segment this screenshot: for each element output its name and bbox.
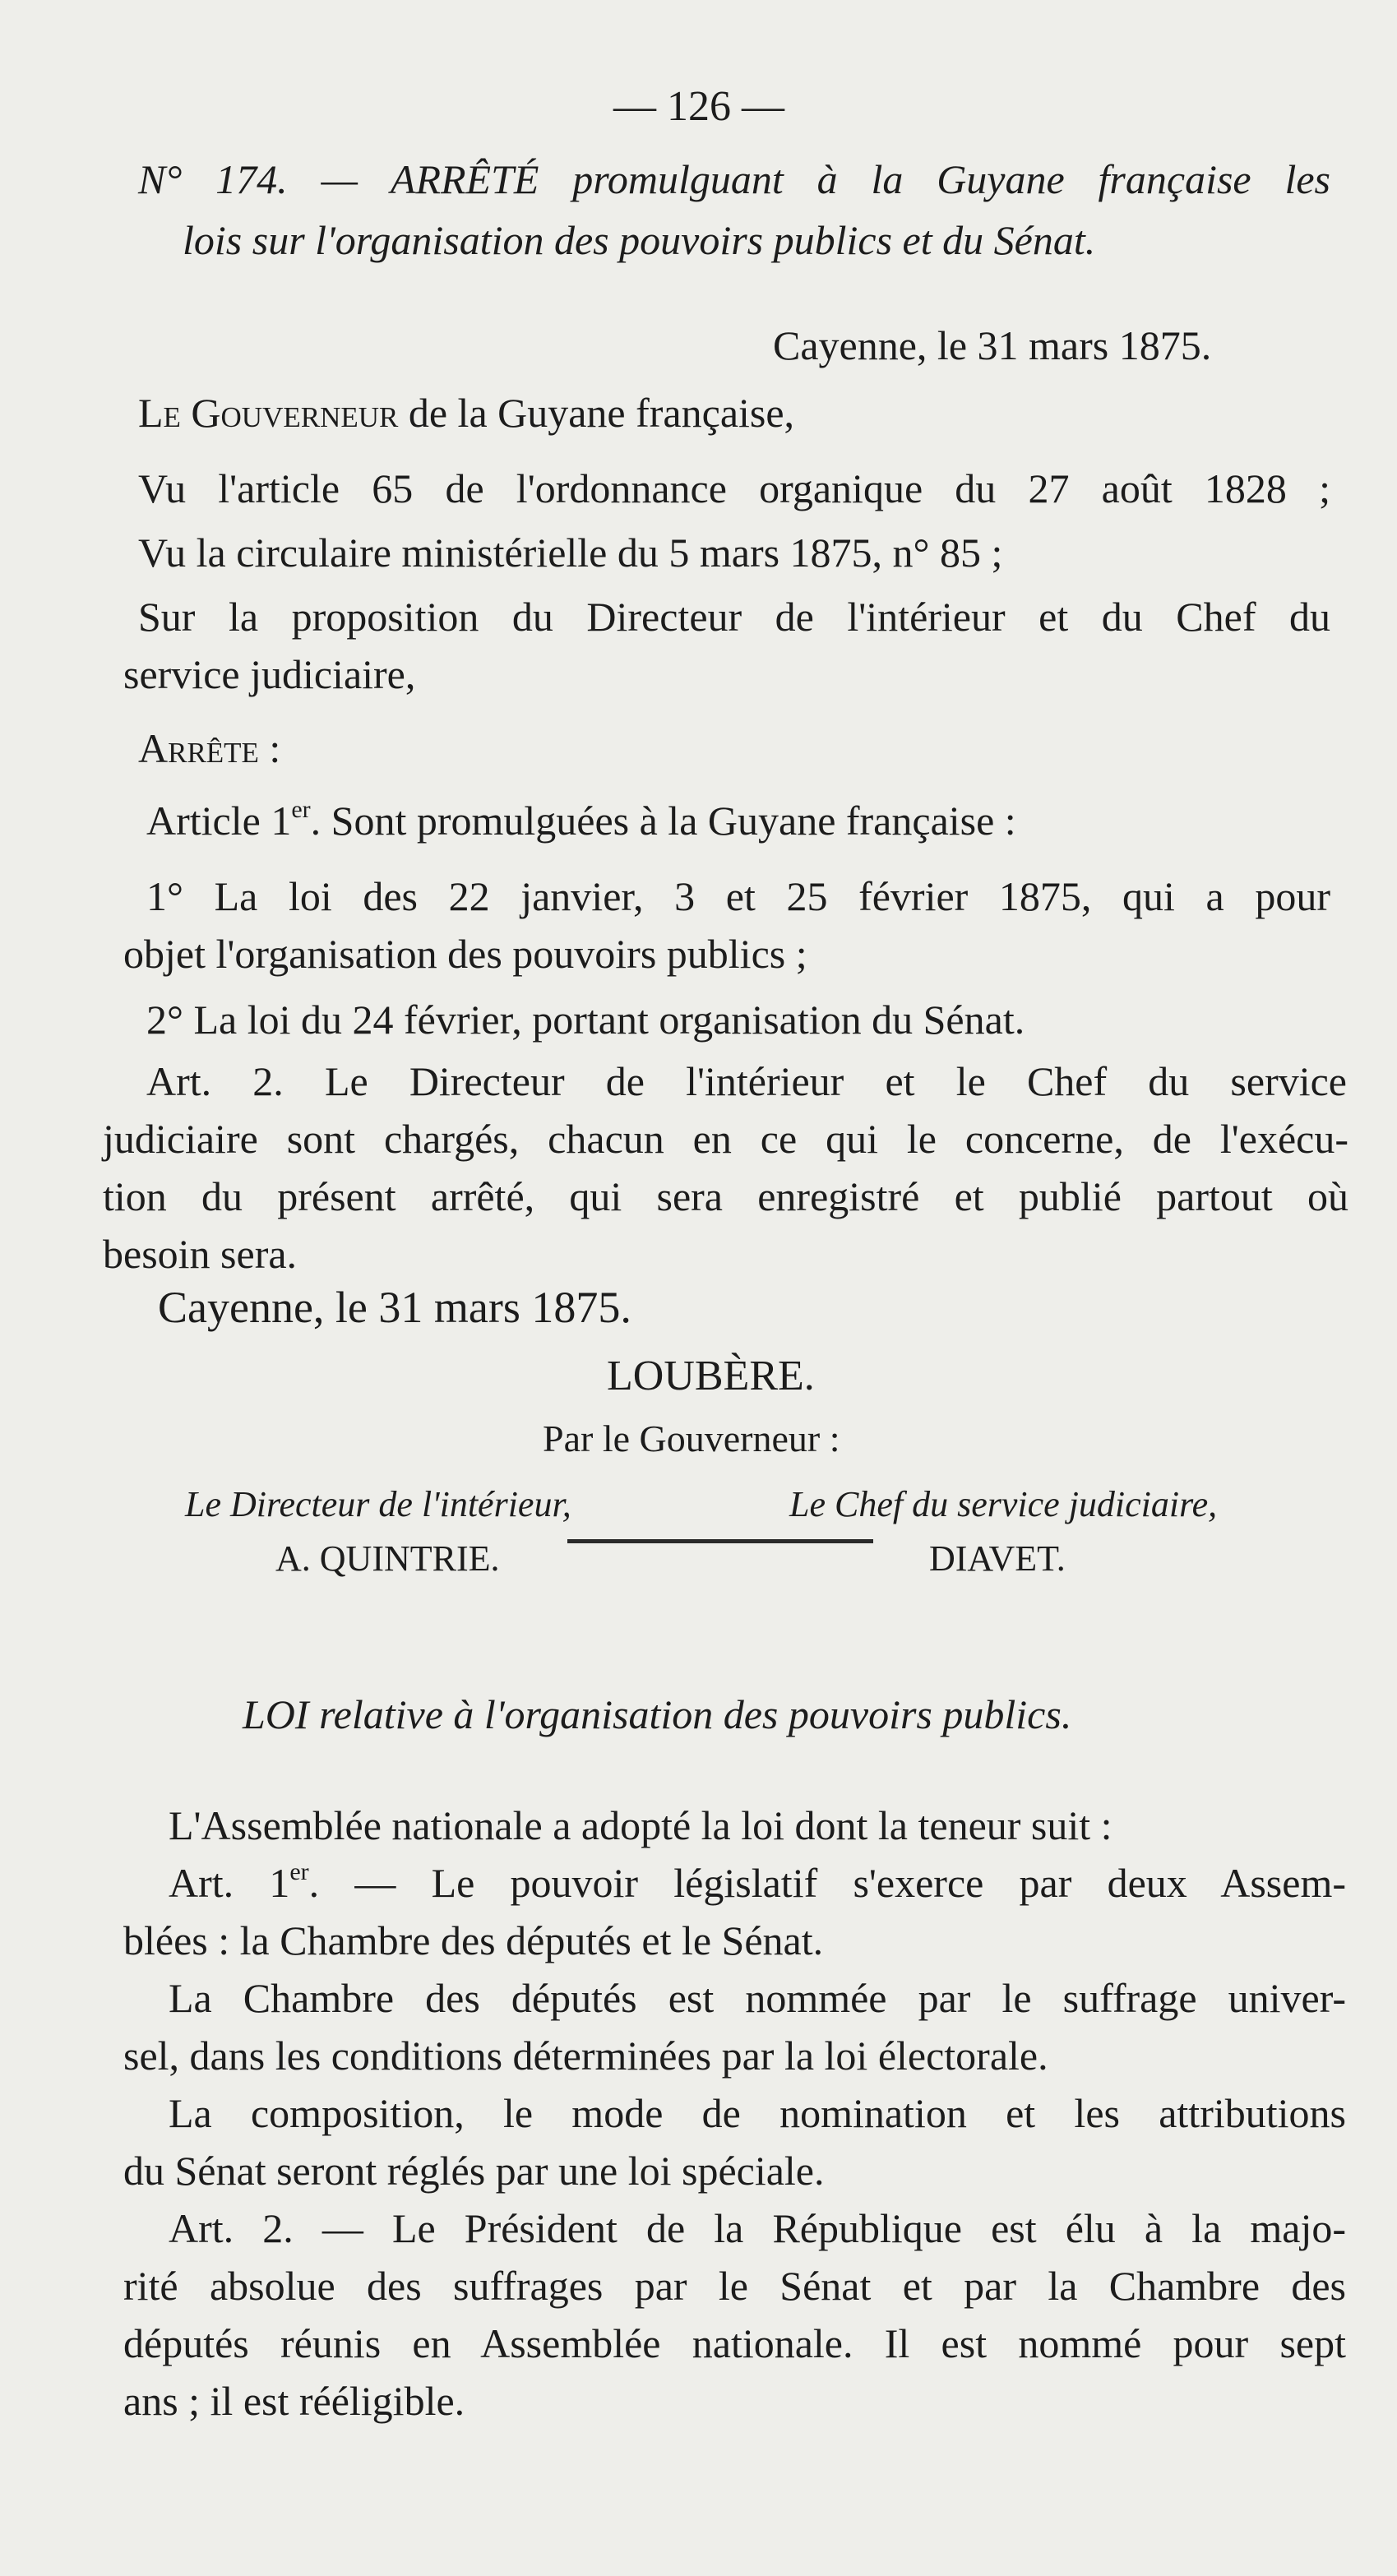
gouverneur-prefix: Le Gouverneur (138, 390, 399, 436)
loi-art2-line-1: Art. 2. — Le Président de la République est élu à la majo- (169, 2205, 1346, 2251)
article1-sup: er (291, 796, 311, 824)
item1-line-1: 1° La loi des 22 janvier, 3 et 25 février 1875, qui a pour (146, 873, 1330, 919)
loi-art2-line-2: rité absolue des suffrages par le Sénat et par la Chambre des (123, 2263, 1346, 2309)
left-signatory-title: Le Directeur de l'intérieur, (185, 1484, 571, 1524)
loi-art1-sup: er (289, 1858, 309, 1886)
arrete-heading-line2: lois sur l'organisation des pouvoirs publics et du Sénat. (183, 217, 1096, 263)
art2-line-2: judiciaire sont chargés, chacun en ce qui le concerne, de l'exécu- (103, 1116, 1348, 1162)
arrete-dateline: Cayenne, le 31 mars 1875. (773, 322, 1212, 368)
arrete-heading-line1: N° 174. — ARRÊTÉ promulguant à la Guyane française les (138, 156, 1330, 202)
loi-art2-line-3: députés réunis en Assemblée nationale. Il est nommé pour sept (123, 2320, 1346, 2366)
loi-p2-line-2: sel, dans les conditions déterminées par la loi électorale. (123, 2033, 1048, 2079)
vu-line-2: Vu la circulaire ministérielle du 5 mars 1875, n° 85 ; (138, 530, 1003, 576)
article1-rest: . Sont promulguées à la Guyane française : (310, 798, 1016, 844)
loi-title: LOI relative à l'organisation des pouvoirs publics. (243, 1691, 1072, 1737)
item2-line: 2° La loi du 24 février, portant organisation du Sénat. (146, 997, 1025, 1043)
article1-line (146, 796, 1016, 845)
loi-art1-prefix: Art. 1 (169, 1860, 290, 1906)
par-le-gouverneur: Par le Gouverneur : (543, 1417, 840, 1459)
sur-line-1: Sur la proposition du Directeur de l'intérieur et du Chef du (138, 594, 1330, 640)
gouverneur-rest: de la Guyane française, (398, 390, 795, 436)
loi-p3-line-1: La composition, le mode de nomination et les attributions (169, 2090, 1346, 2136)
left-signatory-name: A. QUINTRIE. (275, 1538, 500, 1579)
loi-art1-rest: . — Le pouvoir législatif s'exerce par deux Assem- (308, 1860, 1346, 1906)
closing-date: Cayenne, le 31 mars 1875. (158, 1283, 631, 1332)
page-number: — 126 — (613, 83, 784, 130)
loi-art1-line-1 (169, 1858, 1346, 1908)
right-signatory-title: Le Chef du service judiciaire, (789, 1484, 1218, 1524)
loi-p2-line-1: La Chambre des députés est nommée par le suffrage univer- (169, 1975, 1346, 2021)
right-signatory-name: DIAVET. (929, 1538, 1066, 1579)
vu-line-1: Vu l'article 65 de l'ordonnance organique du 27 août 1828 ; (138, 465, 1330, 511)
art2-line-1: Art. 2. Le Directeur de l'intérieur et le Chef du service (146, 1058, 1347, 1104)
arrete-word: Arrête : (138, 725, 281, 771)
gouverneur-line (138, 388, 794, 437)
article1-prefix: Article 1 (146, 798, 292, 844)
loi-art2-line-4: ans ; il est rééligible. (123, 2378, 465, 2424)
item1-line-2: objet l'organisation des pouvoirs publics ; (123, 931, 807, 977)
section-divider (567, 1539, 873, 1543)
loi-intro: L'Assemblée nationale a adopté la loi dont la teneur suit : (169, 1802, 1113, 1848)
loi-art1-line-2: blées : la Chambre des députés et le Sénat. (123, 1917, 824, 1963)
art2-line-4: besoin sera. (103, 1231, 298, 1277)
signature-name: LOUBÈRE. (607, 1353, 815, 1399)
sur-line-2: service judiciaire, (123, 651, 416, 697)
loi-p3-line-2: du Sénat seront réglés par une loi spéciale. (123, 2148, 825, 2194)
art2-line-3: tion du présent arrêté, qui sera enregistré et publié partout où (103, 1173, 1348, 1219)
